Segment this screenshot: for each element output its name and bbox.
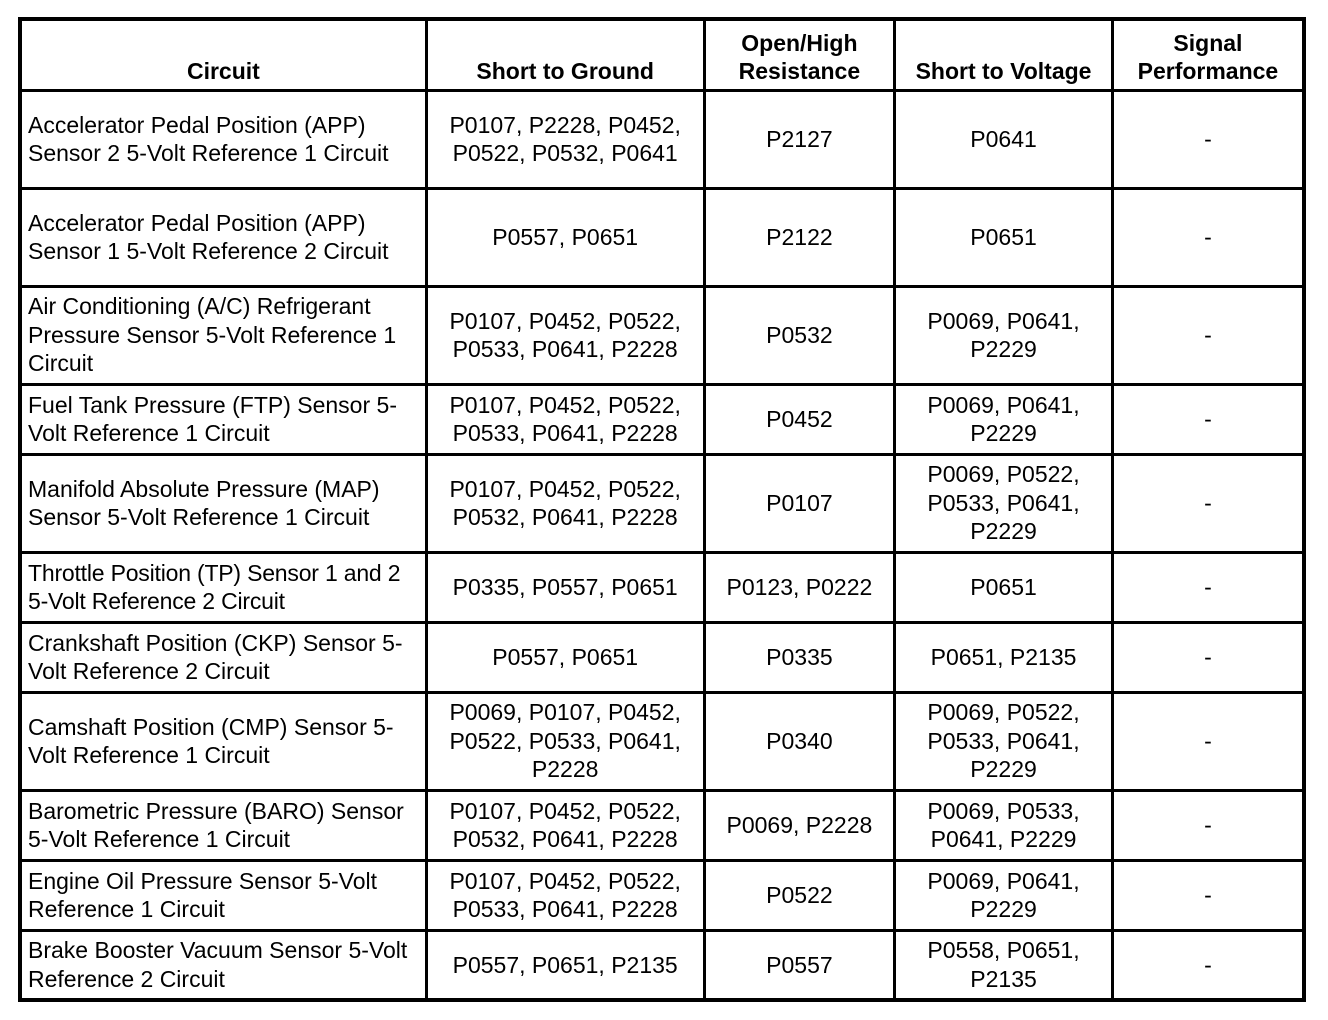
cell-short-to-voltage: P0069, P0641, P2229 (895, 286, 1113, 384)
cell-circuit: Accelerator Pedal Position (APP) Sensor 2 5-Volt Reference 1 Circuit (20, 90, 426, 188)
table-row (20, 692, 1304, 790)
table-header-row (20, 19, 1304, 90)
cell-short-to-ground: P0107, P0452, P0522, P0532, P0641, P2228 (426, 454, 704, 552)
cell-circuit: Brake Booster Vacuum Sensor 5-Volt Reference 2 Circuit (20, 930, 426, 1000)
table-row (20, 188, 1304, 286)
cell-short-to-voltage: P0069, P0641, P2229 (895, 860, 1113, 930)
cell-short-to-voltage: P0641 (895, 90, 1113, 188)
cell-short-to-ground: P0557, P0651 (426, 622, 704, 692)
table-row (20, 930, 1304, 1000)
cell-signal-performance: - (1112, 552, 1304, 622)
header-circuit: Circuit (20, 19, 426, 90)
cell-short-to-voltage: P0558, P0651, P2135 (895, 930, 1113, 1000)
cell-signal-performance: - (1112, 860, 1304, 930)
header-signal-performance: Signal Performance (1112, 19, 1304, 90)
cell-short-to-voltage: P0651 (895, 188, 1113, 286)
cell-short-to-ground: P0107, P0452, P0522, P0533, P0641, P2228 (426, 286, 704, 384)
table-row (20, 384, 1304, 454)
cell-short-to-ground: P0335, P0557, P0651 (426, 552, 704, 622)
cell-short-to-ground: P0557, P0651 (426, 188, 704, 286)
cell-short-to-voltage: P0651, P2135 (895, 622, 1113, 692)
cell-open-high-resistance: P2127 (704, 90, 895, 188)
cell-short-to-voltage: P0651 (895, 552, 1113, 622)
cell-open-high-resistance: P0340 (704, 692, 895, 790)
dtc-circuit-table (18, 17, 1306, 1002)
cell-open-high-resistance: P0107 (704, 454, 895, 552)
cell-signal-performance: - (1112, 188, 1304, 286)
table-row (20, 552, 1304, 622)
cell-circuit: Engine Oil Pressure Sensor 5-Volt Reference 1 Circuit (20, 860, 426, 930)
table-row (20, 90, 1304, 188)
cell-circuit: Accelerator Pedal Position (APP) Sensor 1 5-Volt Reference 2 Circuit (20, 188, 426, 286)
cell-open-high-resistance: P0522 (704, 860, 895, 930)
cell-circuit: Fuel Tank Pressure (FTP) Sensor 5-Volt Reference 1 Circuit (20, 384, 426, 454)
cell-short-to-ground: P0557, P0651, P2135 (426, 930, 704, 1000)
cell-short-to-voltage: P0069, P0522, P0533, P0641, P2229 (895, 692, 1113, 790)
cell-signal-performance: - (1112, 454, 1304, 552)
cell-short-to-ground: P0107, P0452, P0522, P0532, P0641, P2228 (426, 790, 704, 860)
cell-signal-performance: - (1112, 622, 1304, 692)
cell-short-to-voltage: P0069, P0533, P0641, P2229 (895, 790, 1113, 860)
table-row (20, 860, 1304, 930)
cell-open-high-resistance: P0557 (704, 930, 895, 1000)
cell-circuit: Barometric Pressure (BARO) Sensor 5-Volt Reference 1 Circuit (20, 790, 426, 860)
cell-open-high-resistance: P2122 (704, 188, 895, 286)
table-row (20, 622, 1304, 692)
cell-signal-performance: - (1112, 286, 1304, 384)
cell-open-high-resistance: P0335 (704, 622, 895, 692)
cell-open-high-resistance: P0532 (704, 286, 895, 384)
cell-signal-performance: - (1112, 930, 1304, 1000)
cell-open-high-resistance: P0123, P0222 (704, 552, 895, 622)
header-short-to-voltage: Short to Voltage (895, 19, 1113, 90)
table-row (20, 286, 1304, 384)
cell-short-to-ground: P0107, P0452, P0522, P0533, P0641, P2228 (426, 384, 704, 454)
cell-open-high-resistance: P0069, P2228 (704, 790, 895, 860)
cell-short-to-ground: P0107, P2228, P0452, P0522, P0532, P0641 (426, 90, 704, 188)
header-short-to-ground: Short to Ground (426, 19, 704, 90)
cell-circuit: Manifold Absolute Pressure (MAP) Sensor 5-Volt Reference 1 Circuit (20, 454, 426, 552)
cell-signal-performance: - (1112, 90, 1304, 188)
cell-circuit: Camshaft Position (CMP) Sensor 5-Volt Reference 1 Circuit (20, 692, 426, 790)
cell-short-to-voltage: P0069, P0641, P2229 (895, 384, 1113, 454)
cell-signal-performance: - (1112, 384, 1304, 454)
cell-short-to-ground: P0107, P0452, P0522, P0533, P0641, P2228 (426, 860, 704, 930)
header-open-high-resistance: Open/High Resistance (704, 19, 895, 90)
table-row (20, 454, 1304, 552)
cell-circuit: Throttle Position (TP) Sensor 1 and 2 5-Volt Reference 2 Circuit (20, 552, 426, 622)
cell-short-to-ground: P0069, P0107, P0452, P0522, P0533, P0641, P2228 (426, 692, 704, 790)
cell-circuit: Crankshaft Position (CKP) Sensor 5-Volt Reference 2 Circuit (20, 622, 426, 692)
cell-signal-performance: - (1112, 790, 1304, 860)
table-row (20, 790, 1304, 860)
cell-short-to-voltage: P0069, P0522, P0533, P0641, P2229 (895, 454, 1113, 552)
cell-circuit: Air Conditioning (A/C) Refrigerant Pressure Sensor 5-Volt Reference 1 Circuit (20, 286, 426, 384)
cell-signal-performance: - (1112, 692, 1304, 790)
cell-open-high-resistance: P0452 (704, 384, 895, 454)
